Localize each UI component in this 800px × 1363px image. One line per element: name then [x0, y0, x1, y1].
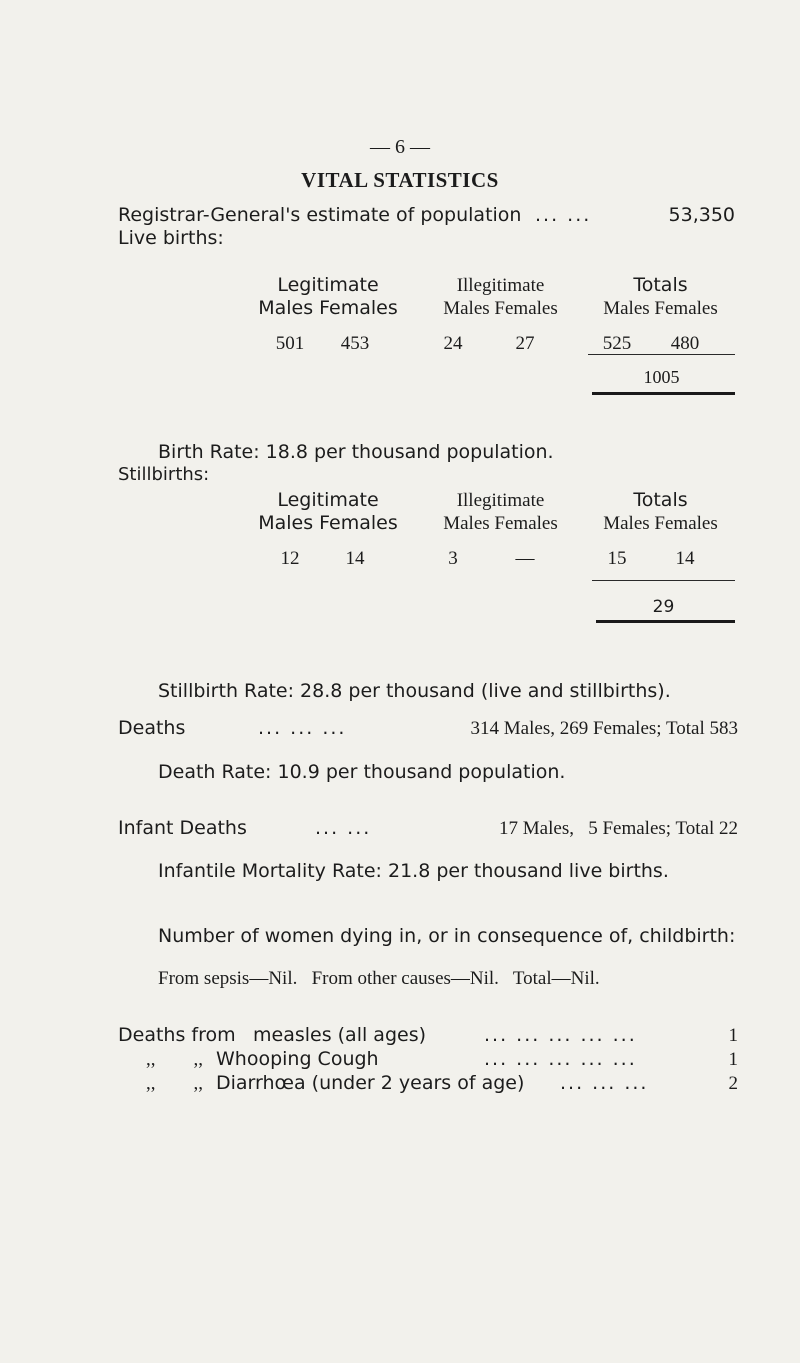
list-item-dots: ... ... ... ... ... [484, 1024, 637, 1046]
still-totals-header: Totals [633, 489, 688, 511]
death-rate: Death Rate: 10.9 per thousand population. [158, 761, 566, 783]
still-illegitimate-subheader: Males Females [443, 513, 558, 534]
deaths-label: Deaths [118, 717, 186, 739]
list-item-cause: Diarrhœa (under 2 years of age) [216, 1072, 525, 1094]
still-tot-females: 14 [675, 548, 695, 569]
list-item-cause: Whooping Cough [216, 1048, 379, 1070]
live-births-label: Live births: [118, 227, 224, 249]
live-legitimate-header: Legitimate [277, 274, 379, 296]
childbirth-line: From sepsis—Nil. From other causes—Nil. Total—Nil. [158, 968, 600, 989]
list-item-value: 2 [728, 1073, 738, 1094]
list-item-dots: ... ... ... [560, 1072, 649, 1094]
still-ill-females: — [515, 548, 535, 569]
still-ill-males: 3 [448, 548, 458, 569]
still-leg-males: 12 [280, 548, 300, 569]
birth-rate: Birth Rate: 18.8 per thousand population. [158, 441, 554, 463]
still-leg-females: 14 [345, 548, 365, 569]
still-grand-total: 29 [652, 597, 675, 617]
stillbirth-rate: Stillbirth Rate: 28.8 per thousand (live and stillbirths). [158, 680, 671, 702]
still-legitimate-subheader: Males Females [258, 512, 398, 534]
live-leg-females: 453 [340, 333, 370, 354]
page-number: — 6 — [370, 136, 430, 158]
still-total-double-rule [596, 620, 735, 623]
list-item-value: 1 [728, 1049, 738, 1070]
live-ill-females: 27 [515, 333, 535, 354]
list-item-prefix: Deaths from [118, 1024, 236, 1046]
live-tot-males: 525 [602, 333, 632, 354]
infant-deaths-label: Infant Deaths [118, 817, 247, 839]
page-title: VITAL STATISTICS [301, 168, 499, 192]
live-leg-males: 501 [275, 333, 305, 354]
population-dots: ... ... [535, 204, 592, 226]
infantile-mortality-rate: Infantile Mortality Rate: 21.8 per thousand live births. [158, 860, 669, 882]
still-totals-subheader: Males Females [603, 513, 718, 534]
live-totals-subheader: Males Females [603, 298, 718, 319]
still-tot-males: 15 [607, 548, 627, 569]
stillbirths-label: Stillbirths: [118, 464, 210, 485]
list-item-value: 1 [728, 1025, 738, 1046]
live-illegitimate-header: Illegitimate [456, 275, 545, 296]
still-legitimate-header: Legitimate [277, 489, 379, 511]
live-total-double-rule [592, 392, 735, 395]
list-item-dots: ... ... ... ... ... [484, 1048, 637, 1070]
childbirth-heading: Number of women dying in, or in consequence of, childbirth: [158, 925, 736, 947]
live-illegitimate-subheader: Males Females [443, 298, 558, 319]
list-item-prefix: ,, ,, [146, 1049, 203, 1070]
population-label: Registrar-General's estimate of population [118, 204, 522, 226]
live-ill-males: 24 [443, 333, 463, 354]
live-total-rule [588, 354, 735, 355]
list-item-prefix: ,, ,, [146, 1073, 203, 1094]
live-tot-females: 480 [670, 333, 700, 354]
still-illegitimate-header: Illegitimate [456, 490, 545, 511]
live-legitimate-subheader: Males Females [258, 297, 398, 319]
live-grand-total: 1005 [643, 367, 680, 387]
infant-deaths-value: 17 Males, 5 Females; Total 22 [499, 818, 738, 839]
still-total-rule [592, 580, 735, 581]
deaths-value: 314 Males, 269 Females; Total 583 [470, 718, 738, 739]
deaths-dots: ... ... ... [258, 717, 347, 739]
list-item-cause: measles (all ages) [253, 1024, 427, 1046]
live-totals-header: Totals [633, 274, 688, 296]
population-value: 53,350 [668, 204, 735, 226]
infant-deaths-dots: ... ... [315, 817, 372, 839]
